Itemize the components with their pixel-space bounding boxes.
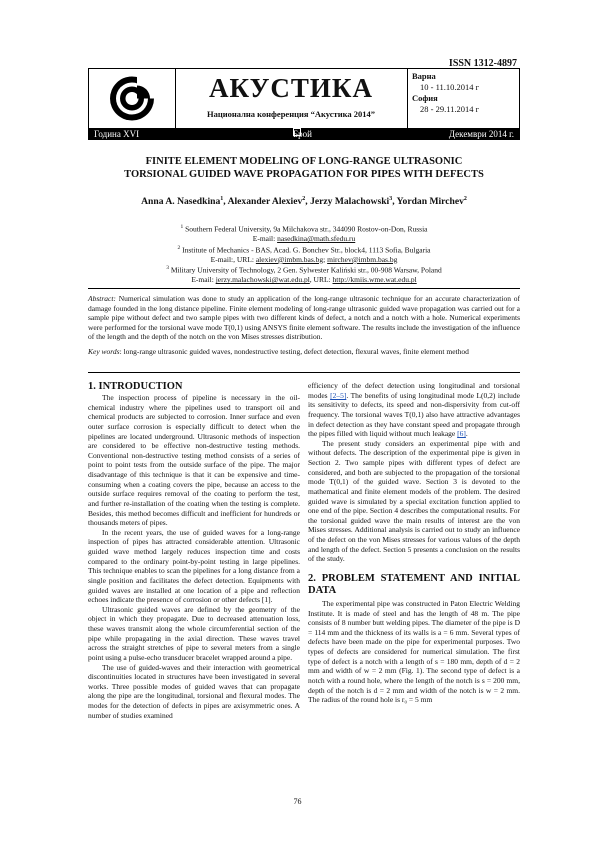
author: Anna A. Nasedkina (141, 196, 221, 208)
volume: Година XVI (94, 129, 140, 139)
issn: ISSN 1312-4897 (448, 58, 517, 69)
email-link[interactable]: alexiev@imbm.bas.bg (255, 254, 324, 264)
journal-title: АКУСТИКА (209, 73, 373, 103)
affiliations: $^1$ Southern Federal University, 9a Milchakova str., 344090 Rostov-on-Don, Russia E-mail: nasedkina@math.sfedu.ru $^2$ Institute of Mechanics - BAS, Acad. G. Bonchev Str., block4, 1113 Sofia, Bulgaria E-mail:, URL: alexiev@imbm.bas.bg; mirchev@imbm.bas.bg $^3$ Military University of Technology, 2 Gen. Sylwester Kaliński str., 00-908 Warsaw, Poland E-mail: jerzy.malachowski@wat.edu.pl, URL: http://kmiis.wme.wat.edu.pl (166, 224, 442, 285)
paper-title: FINITE ELEMENT MODELING OF LONG-RANGE ULTRASONIC TORSIONAL GUIDED WAVE PROPAGATION FOR PIPES WITH DEFECTS (124, 156, 484, 180)
author: Yordan Mirchev (396, 196, 464, 208)
right-column (308, 381, 520, 705)
keywords: Key words: long-range ultrasonic guided waves, nondestructive testing, defect detection, flexural waves, finite element method (88, 347, 469, 356)
issue-bar: Година XVI Брой 16 Декември 2014 г. (88, 128, 520, 140)
email-link[interactable]: mirchev@imbm.bas.bg (327, 254, 398, 264)
city-label: Варна (412, 71, 436, 81)
journal-logo (89, 69, 176, 128)
paragraph: The present study considers an experimental pipe with and without defects. The description of the experimental pipe is given in Section 2. Two sample pipes with different types of defect are considered, and both are subjected to the propagation of the torsional mode T(0,1) of the guided wave. Section 3 is devoted to the mathematical and finite element models of the problem. The desired guided wave is simulated by a special excitation function applied to one end of the pipe. Section 4 describes the computational results. For the torsional guided wave the main results of interest are the von Mises stresses. Additional analysis is carried out to study an influence of the defect on the von Mises stresses for various values of the depth and length of the defect. Section 5 presents a conclusion on the results of the study. (308, 438, 520, 564)
author-list: Anna A. Nasedkina$^1$, Alexander Alexiev$^2$, Jerzy Malachowski$^3$, Yordan Mirchev$^2$ (141, 196, 467, 208)
author: Alexander Alexiev (227, 196, 303, 208)
paragraph: The experimental pipe was constructed in Paton Electric Welding Institute. It is made of steel and has the length of 48 m. The pipe consists of 8 number butt welding pipes. The diameter of the pipe is D = 114 mm and the thickness of its walls is a = 6 mm. Several types of defects have been made on the pipe for experimental purposes. Two types of defects are considered for numerical simulation. The first type of defect is a notch with a length of s = 180 mm, depth of d = 2 mm and width of w = 2 mm (Fig. 1). The second type of defect is a notch with a round hole, where the length of the notch is s = 200 mm, depth of the notch is d = 2 mm and width of the notch is w = 2 mm. The radius of the round hole is r₀ = 5 mm (308, 598, 520, 705)
section-heading: 2. PROBLEM STATEMENT AND INITIAL DATA (308, 572, 520, 596)
affiliation: Military University of Technology, 2 Gen. Sylwester Kaliński str., 00-908 Warsaw, Poland (170, 265, 442, 275)
left-column (88, 381, 300, 720)
affiliation: Southern Federal University, 9a Milchakova str., 344090 Rostov-on-Don, Russia (185, 224, 428, 234)
citation-link[interactable]: [6] (457, 429, 466, 439)
author: Jerzy Malachowski (310, 196, 390, 208)
city-label: София (412, 93, 438, 103)
paragraph: The use of guided-waves and their interaction with geometrical discontinuities located in structures have been investigated in several works. Three possible modes of guided waves that can propagate along the pipe are the longitudinal, torsional and flexural modes. The modes for the detection of defects in pipes are axisymmetric ones. A number of studies examined (88, 662, 300, 720)
date-range: 28 - 29.11.2014 г (420, 104, 480, 114)
paragraph: efficiency of the defect detection using longitudinal and torsional modes [2–5]. The benefits of using longitudinal mode L(0,2) include its sensitivity to defects, its speed and non-dispersivity from cut-off frequency. The torsional waves T(0,1) also have attractive advantages in defect detection as they have constant speed and propagate through the pipes filled with liquid without much leakage [6]. (308, 381, 520, 439)
abstract: Abstract: Numerical simulation was done to study an application of the long-range ultrasonic technique for an accurate characterization of damage founded in the long distance pipeline. Finite element modeling of long-range ultrasonic guided wave propagation was carried out for a sample pipe without defect and two sample pipes with two different kinds of defect, a notch and a notch with a hole. Numerical experiments were performed for the torsional wave mode T(0,1) using ANSYS finite element software. The results include the investigation of the influence of the length and the depth of the notch on the von Mises stresses distribution. (88, 294, 520, 342)
conference-name: Национална конференция “Акустика 2014” (206, 109, 376, 119)
paragraph: The inspection process of pipeline is necessary in the oil-chemical industry where the pipelines used to transport oil and chemical products are subjected to corrosion. Inner surface and even outer surface corrosion is especially difficult to detect when the pipelines are located underground. Ultrasonic methods of inspection are considered to be effective non-destructive testing methods. Conventional non-destructive testing method consists of a series of point to point tests from the outside surface of the pipe. The major disadvantage of this technique is that it can be expensive and time-consuming when a coating covers the pipe, because an access to the outside surface requires removal of the coating to perform the test, and further re-installation of the coating when the testing is complete. Besides, this method becomes difficult and inefficient for hundreds or thousands meters of pipes. (88, 393, 300, 528)
section-heading: 1. INTRODUCTION (88, 381, 183, 392)
divider (88, 288, 520, 289)
citation-link[interactable]: [2–5] (330, 390, 347, 400)
journal-header (88, 68, 520, 129)
conference-dates (408, 71, 518, 115)
affiliation: Institute of Mechanics - BAS, Acad. G. Bonchev Str., block4, 1113 Sofia, Bulgaria (182, 245, 431, 255)
email-link[interactable]: jerzy.malachowski@wat.edu.pl (215, 275, 310, 285)
paragraph: Ultrasonic guided waves are defined by the geometry of the object in which they propagate. Due to decreased attenuation loss, these waves transmit along the whole circumferential section of the pipe while propagating in the axial direction. These waves travel across the straight stretches of pipe to several meters from a single point using a pulse-echo transducer bracelet wrapped around a pipe. (88, 604, 300, 662)
date-range: 10 - 11.10.2014 г (420, 82, 480, 92)
page-number: 76 (293, 797, 302, 806)
email-link[interactable]: nasedkina@math.sfedu.ru (277, 234, 356, 244)
issue-month: Декември 2014 г. (448, 129, 514, 139)
paragraph: In the recent years, the use of guided waves for a long-range inspection of pipes has attracted considerable attention. Ultrasonic guided wave method largely reduces inspection time and costs compared to the ordinary point-by-point testing in large pipelines. This technique enables to scan the pipelines for a long distance from a single position and facilitates the defect detection. Equipments with guided waves are installed at one location of a pipe and reflection echoes indicate the presence of corrosion or other defects [1]. (88, 527, 300, 605)
url-link[interactable]: http://kmiis.wme.wat.edu.pl (332, 275, 417, 285)
divider (88, 372, 520, 373)
